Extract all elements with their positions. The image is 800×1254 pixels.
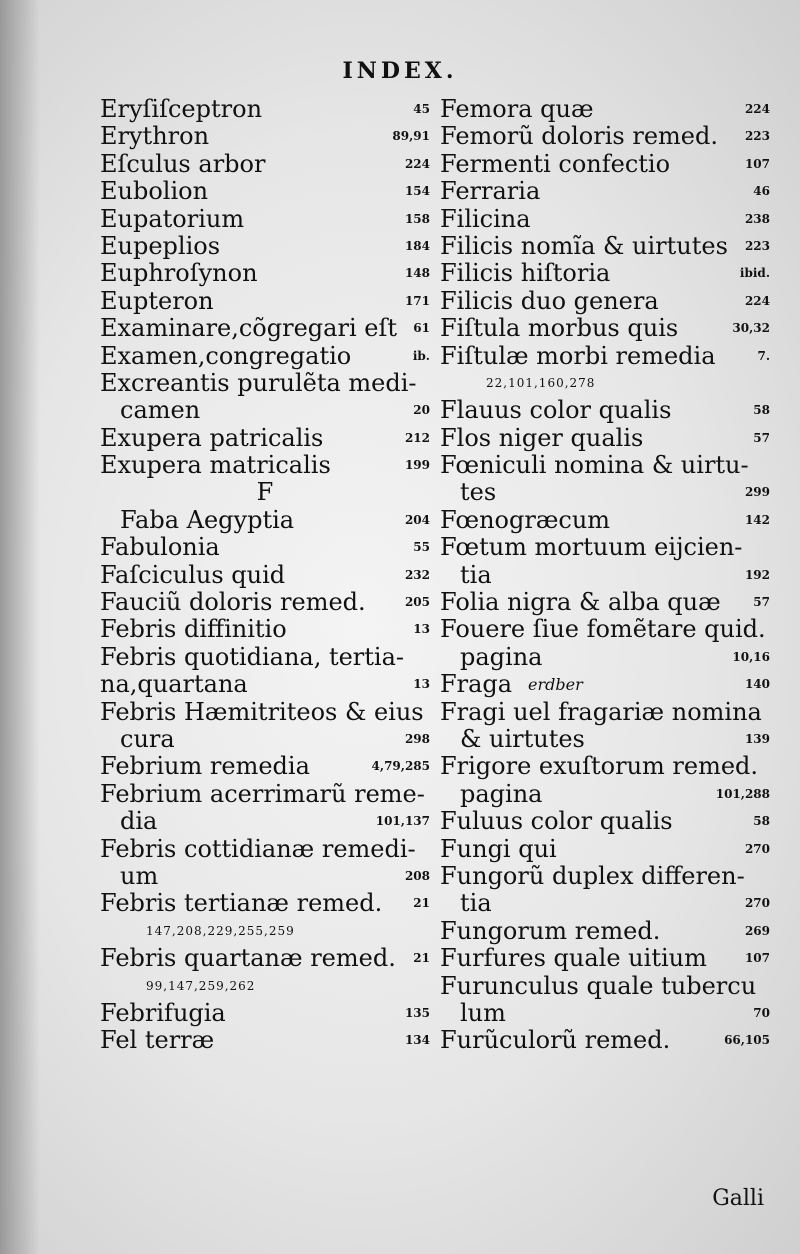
entry-term: tia	[460, 889, 492, 918]
index-column-right	[440, 96, 770, 1055]
entry-page-ref: 212	[404, 430, 430, 445]
entry-term: Febrifugia	[100, 998, 226, 1027]
entry-term: Febrium acerrimarũ reme-	[100, 779, 425, 808]
entry-term: Femora quæ	[440, 95, 594, 123]
entry-term: Fungorum remed.	[440, 916, 661, 945]
entry-page-ref: 171	[404, 293, 430, 308]
entry-term: Erythron	[100, 122, 210, 151]
index-entry	[440, 425, 770, 452]
entry-page-ref: 270	[744, 841, 770, 856]
index-entry	[440, 836, 770, 863]
entry-term: Fauciũ doloris remed.	[100, 588, 366, 617]
index-entry	[440, 96, 770, 123]
entry-page-ref: 30,32	[732, 321, 770, 336]
entry-term: tes	[460, 478, 497, 507]
index-entry	[440, 260, 770, 287]
entry-page-ref: 89,91	[392, 129, 430, 144]
entry-page-ref: 224	[404, 156, 430, 171]
entry-term: Filicis nomĩa & uirtutes	[440, 231, 728, 260]
entry-term: Fungorũ duplex differen-	[440, 861, 745, 890]
entry-term: Febris quartanæ remed.	[100, 944, 396, 973]
entry-term: Frigore exuſtorum remed.	[440, 752, 759, 781]
index-entry	[100, 315, 430, 342]
entry-term: Examen,congregatio	[100, 341, 352, 370]
entry-page-ref: ibid.	[739, 266, 770, 281]
index-entry	[100, 836, 430, 863]
entry-term: pagina	[460, 642, 543, 671]
index-entry	[100, 753, 430, 780]
index-entry	[100, 890, 430, 917]
entry-term: & uirtutes	[460, 724, 585, 753]
entry-term: Febris Hæmitriteos & eius	[100, 697, 424, 726]
entry-term: Filicis hiſtoria	[440, 259, 611, 288]
index-entry	[100, 370, 430, 397]
entry-term: Eupeplios	[100, 231, 221, 260]
index-entry	[100, 616, 430, 643]
entry-term: pagina	[460, 779, 543, 808]
entry-term: Filicis duo genera	[440, 286, 659, 315]
entry-term: Furũculorũ remed.	[440, 1026, 671, 1055]
index-entry	[100, 973, 430, 1000]
index-entry	[100, 397, 430, 424]
entry-term: cura	[120, 724, 175, 753]
index-entry	[100, 206, 430, 233]
entry-page-ref: 199	[404, 458, 430, 473]
index-entry	[440, 589, 770, 616]
entry-page-ref: 299	[744, 485, 770, 500]
entry-page-ref: 154	[404, 184, 430, 199]
entry-page-ref: 21	[413, 951, 430, 966]
entry-term: Fabulonia	[100, 533, 220, 562]
index-entry	[100, 1027, 430, 1054]
entry-term: Eſculus arbor	[100, 149, 266, 178]
entry-term: Ferraria	[440, 177, 541, 206]
index-entry	[100, 945, 430, 972]
entry-term: Fuluus color qualis	[440, 807, 673, 836]
entry-page-ref: 57	[753, 595, 770, 610]
index-entry	[440, 973, 770, 1000]
entry-page-ref: 158	[404, 211, 430, 226]
entry-term: Fungi qui	[440, 834, 557, 863]
entry-page-ref: 184	[404, 238, 430, 253]
entry-term: Faſciculus quid	[100, 560, 286, 589]
index-entry	[440, 233, 770, 260]
entry-page-ref: 58	[753, 403, 770, 418]
entry-page-ref: 205	[404, 595, 430, 610]
entry-page-ref: 223	[744, 238, 770, 253]
catchword: Galli	[712, 1186, 764, 1211]
index-entry	[100, 233, 430, 260]
entry-page-ref: 66,105	[724, 1033, 770, 1048]
entry-term: Febris tertianæ remed.	[100, 889, 383, 918]
entry-gloss: erdber	[528, 675, 583, 695]
entry-term: Fœtum mortuum eijcien-	[440, 533, 743, 562]
entry-page-ref: 269	[744, 923, 770, 938]
entry-term: Fouere ſiue fomẽtare quid.	[440, 615, 766, 644]
index-entry	[440, 945, 770, 972]
entry-term: Folia nigra & alba quæ	[440, 588, 721, 617]
entry-term: Flos niger qualis	[440, 423, 644, 452]
index-entry	[440, 343, 770, 370]
index-entry	[440, 151, 770, 178]
index-entry	[100, 178, 430, 205]
index-entry	[100, 288, 430, 315]
index-entry	[440, 726, 770, 753]
index-entry	[100, 726, 430, 753]
index-entry	[100, 123, 430, 150]
entry-term: tia	[460, 560, 492, 589]
index-entry	[440, 699, 770, 726]
index-entry	[440, 452, 770, 479]
entry-page-ref: 45	[413, 102, 430, 116]
entry-term: 22,101,160,278	[486, 375, 596, 390]
entry-term: Femorũ doloris remed.	[440, 122, 718, 151]
entry-term: Exupera patricalis	[100, 423, 324, 452]
entry-page-ref: 46	[753, 184, 770, 199]
index-entry	[440, 178, 770, 205]
entry-term: Furunculus quale tubercu	[440, 971, 757, 1000]
entry-page-ref: 298	[404, 731, 430, 746]
entry-page-ref: 20	[413, 403, 430, 418]
entry-term: Fiſtula morbus quis	[440, 314, 679, 343]
entry-term: Febris cottidianæ remedi-	[100, 834, 416, 863]
entry-page-ref: 232	[404, 567, 430, 582]
index-entry	[440, 1000, 770, 1027]
entry-page-ref: 13	[413, 677, 430, 692]
entry-term: Furfures quale uitium	[440, 944, 707, 973]
entry-page-ref: 57	[753, 430, 770, 445]
entry-term: Fœniculi nomina & uirtu-	[440, 451, 749, 480]
entry-term: Excreantis purulẽta medi-	[100, 368, 417, 397]
entry-page-ref: 134	[404, 1033, 430, 1048]
entry-page-ref: 139	[744, 731, 770, 746]
entry-page-ref: 224	[744, 293, 770, 308]
index-entry	[100, 918, 430, 945]
entry-term: 99,147,259,262	[146, 978, 256, 993]
page-header: INDEX.	[342, 58, 458, 84]
entry-term: dia	[120, 807, 158, 836]
entry-term: Eryſiſceptron	[100, 95, 263, 123]
entry-page-ref: 107	[744, 156, 770, 171]
section-letter: F	[256, 478, 274, 507]
entry-term: Fel terræ	[100, 1026, 215, 1055]
entry-page-ref: 148	[404, 266, 430, 281]
entry-term: Exupera matricalis	[100, 451, 331, 480]
entry-term: Fragi uel fragariæ nomina	[440, 697, 762, 726]
entry-term: Eupteron	[100, 286, 214, 315]
index-entry	[100, 808, 430, 835]
index-entry	[100, 699, 430, 726]
index-entry	[440, 479, 770, 506]
entry-term: 147,208,229,255,259	[146, 923, 295, 938]
index-entry	[100, 863, 430, 890]
entry-page-ref: 224	[744, 102, 770, 116]
index-entry	[440, 562, 770, 589]
index-entry	[100, 671, 430, 698]
index-entry	[100, 260, 430, 287]
entry-page-ref: 10,16	[732, 649, 770, 664]
entry-term: um	[120, 861, 159, 890]
entry-page-ref: 140	[744, 677, 770, 692]
index-entry	[440, 616, 770, 643]
index-column-left	[100, 96, 430, 1055]
index-entry	[440, 370, 770, 397]
index-entry	[440, 507, 770, 534]
entry-page-ref: 70	[753, 1005, 770, 1020]
entry-term: Febris quotidiana, tertia-	[100, 642, 405, 671]
index-entry	[440, 1027, 770, 1054]
index-entry	[100, 589, 430, 616]
index-entry	[100, 452, 430, 479]
index-entry	[100, 534, 430, 561]
index-entry	[100, 151, 430, 178]
index-entry	[440, 644, 770, 671]
gutter-shadow	[0, 0, 40, 1254]
entry-term: Euphroſynon	[100, 259, 258, 288]
index-entry	[440, 671, 770, 698]
entry-term: Eupatorium	[100, 204, 245, 233]
index-entry	[440, 123, 770, 150]
entry-page-ref: 21	[413, 896, 430, 911]
entry-page-ref: 58	[753, 814, 770, 829]
entry-page-ref: 4,79,285	[371, 759, 430, 774]
entry-term: lum	[460, 998, 506, 1027]
entry-term: Filicina	[440, 204, 531, 233]
entry-term: Examinare,cõgregari eſt	[100, 314, 397, 343]
index-entry	[440, 808, 770, 835]
entry-term: Fœnogræcum	[440, 505, 611, 534]
entry-term: Febris diffinitio	[100, 615, 287, 644]
entry-page-ref: 13	[413, 622, 430, 637]
entry-page-ref: 107	[744, 951, 770, 966]
index-entry	[440, 315, 770, 342]
entry-page-ref: 238	[744, 211, 770, 226]
entry-page-ref: ib.	[412, 348, 430, 363]
index-entry	[100, 96, 430, 123]
entry-page-ref: 270	[744, 896, 770, 911]
index-entry	[440, 206, 770, 233]
entry-term: na,quartana	[100, 670, 248, 699]
entry-term: Fraga	[440, 670, 513, 699]
index-entry	[440, 890, 770, 917]
index-entry	[100, 343, 430, 370]
index-entry	[100, 1000, 430, 1027]
entry-page-ref: 135	[404, 1005, 430, 1020]
entry-page-ref: 142	[744, 512, 770, 527]
entry-page-ref: 55	[413, 540, 430, 555]
index-entry	[440, 753, 770, 780]
index-entry	[440, 397, 770, 424]
entry-term: camen	[120, 396, 201, 425]
entry-page-ref: 192	[744, 567, 770, 582]
entry-page-ref: 223	[744, 129, 770, 144]
index-entry	[440, 781, 770, 808]
entry-page-ref: 204	[404, 512, 430, 527]
entry-term: Febrium remedia	[100, 752, 310, 781]
entry-page-ref: 101,288	[715, 786, 770, 801]
entry-page-ref: 208	[404, 868, 430, 883]
entry-page-ref: 61	[413, 321, 430, 336]
index-entry	[100, 781, 430, 808]
index-entry	[100, 479, 430, 506]
entry-page-ref: 7.	[757, 348, 770, 363]
entry-term: Eubolion	[100, 177, 209, 206]
index-entry	[440, 288, 770, 315]
index-entry	[440, 534, 770, 561]
entry-term: Fermenti confectio	[440, 149, 671, 178]
index-entry	[100, 507, 430, 534]
entry-term: Faba Aegyptia	[120, 505, 295, 534]
entry-term: Flauus color qualis	[440, 396, 672, 425]
index-entry	[440, 863, 770, 890]
entry-term: Fiſtulæ morbi remedia	[440, 341, 716, 370]
index-entry	[100, 562, 430, 589]
index-entry	[100, 644, 430, 671]
entry-page-ref: 101,137	[375, 814, 430, 829]
index-entry	[100, 425, 430, 452]
index-entry	[440, 918, 770, 945]
